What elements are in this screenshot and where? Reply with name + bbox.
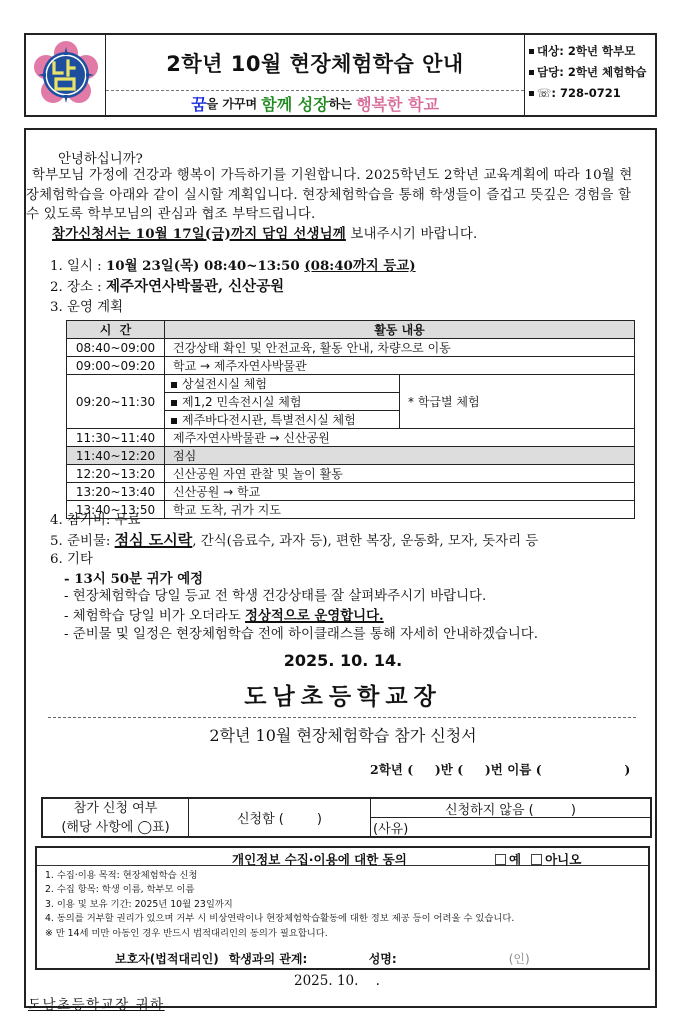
consent-no[interactable]	[531, 850, 581, 868]
consent-terms	[37, 866, 648, 941]
place-value: 제주자연사박물관, 신산공원	[105, 278, 285, 295]
addressee	[28, 993, 165, 1013]
activity-cell: 건강상태 확인 및 안전교육, 활동 안내, 차량으로 이동	[165, 339, 635, 357]
etc-line	[50, 607, 538, 627]
date-label: 1. 일시 :	[50, 259, 106, 274]
consent-term: 3. 이용 및 보유 기간: 2025년 10월 23일까지	[45, 898, 233, 910]
activity-sub-text: 상설전시실 체험	[182, 377, 267, 391]
consent-title: 개인정보 수집·이용에 대한 동의	[232, 852, 407, 867]
time-cell: 11:30~11:40	[67, 429, 165, 447]
cut-line	[48, 717, 636, 718]
motto-part: 하는	[328, 96, 357, 111]
name-field[interactable]: 성명:	[368, 952, 397, 966]
apply-label-cell	[43, 799, 189, 836]
time-cell: 12:20~13:20	[67, 465, 165, 483]
consent-term: ※ 만 14세 미만 아동인 경우 반드시 법적대리인의 동의가 필요합니다.	[45, 927, 328, 939]
etc-line: - 준비물 및 일정은 현장체험학습 전에 하이클래스를 통해 자세히 안내하겠습니다.	[64, 627, 538, 642]
time-cell: 11:40~12:20	[67, 447, 165, 465]
square-bullet-icon	[171, 418, 177, 424]
time-cell: 08:40~09:00	[67, 339, 165, 357]
addressee-text: 도남초등학교장 귀하	[28, 997, 165, 1013]
principal-name: 도남초등학교장	[244, 684, 442, 710]
document-title: 2학년 10월 현장체험학습 안내	[106, 35, 524, 91]
bullet-icon	[529, 49, 534, 54]
school-emblem-icon	[32, 41, 100, 109]
bullet-icon	[529, 70, 534, 75]
etc-line: - 13시 50분 귀가 예정	[64, 570, 204, 587]
checkbox-icon[interactable]	[495, 854, 506, 865]
activity-cell: 제주자연사박물관 → 신산공원	[165, 429, 635, 447]
table-row	[67, 483, 635, 501]
item-prep	[50, 531, 538, 552]
table-row	[67, 375, 635, 393]
etc-line-text: - 체험학습 당일 비가 오더라도	[64, 608, 246, 624]
logo-cell	[26, 35, 106, 115]
table-row	[67, 465, 635, 483]
info-target-text: 대상: 2학년 학부모	[537, 44, 636, 58]
activity-sub-cell	[165, 411, 400, 429]
seal-mark: (인)	[508, 952, 530, 966]
activity-sub-text: 제1,2 민속전시실 체험	[182, 395, 302, 409]
checkbox-icon[interactable]	[531, 854, 542, 865]
date-note: (08:40까지 등교)	[304, 258, 416, 274]
table-row	[67, 339, 635, 357]
activity-sub-cell	[165, 393, 400, 411]
apply-no-option[interactable]: 신청하지 않음 ( )	[371, 799, 650, 818]
date-value: 10월 23일(목) 08:40~13:50	[105, 258, 305, 274]
apply-table	[41, 797, 652, 838]
rain-emphasis: 정상적으로 운영합니다.	[245, 607, 384, 624]
consent-box	[35, 846, 650, 970]
student-info-line[interactable]: 2학년 ( )반 ( )번 이름 ( )	[370, 762, 631, 777]
col-activity: 활동 내용	[165, 321, 635, 339]
table-row	[67, 429, 635, 447]
col-time: 시 간	[67, 321, 165, 339]
info-list-2	[50, 512, 538, 645]
letter-body-text: 학부모님 가정에 건강과 행복이 가득하기를 기원합니다. 2025학년도 2학년 교육계획에 따라 10월 현장체험학습을 아래와 같이 실시할 계획입니다. 현장체험학습을 통해 학생들이 즐겁고 뜻깊은 경험을 할 수 있도록 학부모님의 관심과 협조 부탁드립니다.	[26, 168, 633, 222]
activity-sub-text: 제주바다전시관, 특별전시실 체험	[182, 413, 356, 427]
prep-rest: , 간식(음료수, 과자 등), 편한 복장, 운동화, 모자, 돗자리 등	[192, 533, 539, 549]
etc-line: - 현장체험학습 당일 등교 전 학생 건강상태를 잘 살펴봐주시기 바랍니다.	[64, 589, 487, 604]
item-date	[50, 256, 416, 277]
bullet-icon	[529, 91, 534, 96]
activity-cell: 점심	[165, 447, 635, 465]
prep-emphasis: 점심 도시락	[114, 530, 193, 549]
activity-cell: 신산공원 자연 관찰 및 놀이 활동	[165, 465, 635, 483]
item-plan: 3. 운영 계획	[50, 300, 124, 315]
square-bullet-icon	[171, 382, 177, 388]
info-phone-text: ☏: 728-0721	[537, 86, 621, 100]
info-box	[525, 35, 655, 115]
form-title: 2학년 10월 현장체험학습 참가 신청서	[209, 726, 477, 745]
info-owner	[529, 62, 655, 83]
table-row	[67, 447, 635, 465]
relation-field[interactable]: 학생과의 관계:	[228, 952, 308, 966]
table-row	[67, 357, 635, 375]
table-header-row	[67, 321, 635, 339]
guardian-label: 보호자(법적대리인)	[115, 952, 219, 966]
activity-cell: 신산공원 → 학교	[165, 483, 635, 501]
consent-term: 1. 수집·이용 목적: 현장체험학습 신청	[45, 870, 198, 881]
motto-part: 꿈	[191, 94, 207, 114]
item-place	[50, 277, 416, 298]
motto-part: 함께 성장	[261, 94, 329, 114]
schedule-table	[66, 320, 635, 519]
deadline-emphasis: 참가신청서는 10월 17일(금)까지 담임 선생님께	[52, 225, 346, 242]
time-cell: 09:20~11:30	[67, 375, 165, 429]
info-list	[50, 256, 416, 318]
greeting: 안녕하십니까?	[58, 152, 143, 167]
square-bullet-icon	[171, 400, 177, 406]
consent-term: 4. 동의를 거부할 권리가 있으며 거부 시 비상연락이나 현장체험학습활동에 대한 정보 제공 등이 어려울 수 있습니다.	[45, 913, 515, 925]
school-motto	[106, 91, 524, 115]
time-cell: 13:20~13:40	[67, 483, 165, 501]
motto-part: 을 가꾸며	[206, 96, 262, 111]
notice-date: 2025. 10. 14.	[283, 651, 403, 670]
consent-header	[37, 848, 648, 866]
time-cell: 13:40~13:50	[67, 501, 165, 519]
consent-term: 2. 수집 항목: 학생 이름, 학부모 이름	[45, 884, 195, 896]
letter-body	[26, 166, 636, 244]
prep-label: 5. 준비물:	[50, 533, 115, 549]
time-cell: 09:00~09:20	[67, 357, 165, 375]
info-phone	[529, 83, 655, 104]
item-fee: 4. 참가비: 무료	[50, 513, 141, 528]
info-target	[529, 41, 655, 62]
consent-options	[495, 850, 581, 868]
deadline-rest: 보내주시기 바랍니다.	[345, 226, 478, 242]
title-cell	[106, 35, 525, 115]
consent-yes-label: 예	[509, 852, 522, 867]
apply-no-cell	[371, 799, 650, 836]
place-label: 2. 장소 :	[50, 280, 106, 295]
activity-cell: 학교 도착, 귀가 지도	[165, 501, 635, 519]
activity-sub-cell	[165, 375, 400, 393]
consent-no-label: 아니오	[545, 852, 582, 867]
guardian-signature-line	[115, 950, 530, 967]
item-etc: 6. 기타	[50, 552, 93, 567]
activity-cell: 학교 → 제주자연사박물관	[165, 357, 635, 375]
apply-yes-option[interactable]: 신청함 ( )	[189, 799, 371, 836]
document-header	[24, 33, 657, 117]
activity-note-cell: * 학급별 체험	[400, 375, 635, 429]
apply-reason-field[interactable]: (사유)	[373, 822, 409, 837]
form-date[interactable]: 2025. 10. .	[294, 973, 380, 989]
consent-yes[interactable]	[495, 850, 521, 868]
info-owner-text: 담당: 2학년 체험학습	[537, 65, 647, 79]
apply-hint: (해당 사항에 ◯표)	[61, 820, 170, 835]
motto-part: 행복한 학교	[356, 94, 439, 114]
apply-label: 참가 신청 여부	[73, 801, 158, 816]
